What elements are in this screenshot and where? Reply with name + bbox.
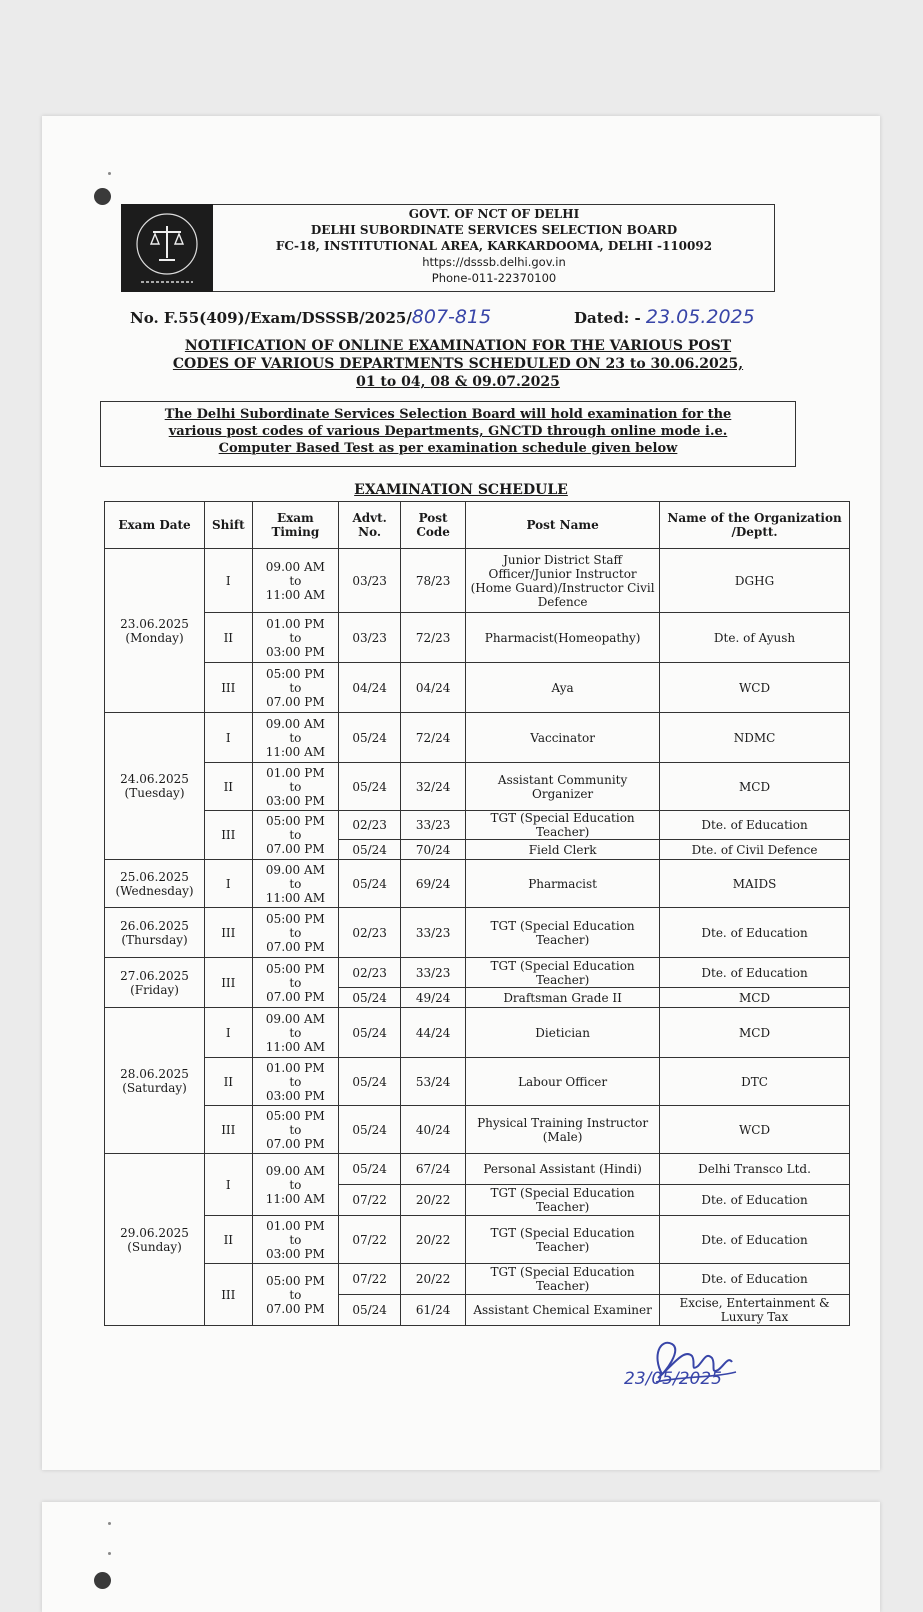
- post-name-cell: TGT (Special Education Teacher): [466, 908, 660, 958]
- exam-date-cell: 28.06.2025 (Saturday): [105, 1008, 205, 1154]
- post-code-cell: 32/24: [401, 763, 466, 811]
- scan-speck: [108, 172, 111, 175]
- advt-cell: 02/23: [339, 958, 401, 988]
- table-row: [105, 860, 850, 908]
- advt-cell: 04/24: [339, 663, 401, 713]
- org-cell: Dte. of Education: [660, 1264, 850, 1295]
- post-name-cell: Draftsman Grade II: [466, 988, 660, 1008]
- board-name: DELHI SUBORDINATE SERVICES SELECTION BOARD: [310, 223, 678, 237]
- shift-cell: II: [205, 1058, 252, 1106]
- table-row: [105, 1154, 850, 1185]
- timing-cell: 05:00 PM to 07.00 PM: [252, 1264, 339, 1326]
- advt-cell: 05/24: [339, 1295, 401, 1326]
- shift-cell: III: [205, 1106, 252, 1154]
- org-cell: Dte. of Education: [660, 908, 850, 958]
- notification-title: NOTIFICATION OF ONLINE EXAMINATION FOR THE VARIOUS POST CODES OF VARIOUS DEPARTMENTS SCHEDULED ON 23 to 30.06.2025, 01 to 04, 08 & 09.07.2025: [172, 338, 744, 390]
- org-cell: NDMC: [660, 713, 850, 763]
- post-code-cell: 53/24: [401, 1058, 466, 1106]
- shift-cell: I: [205, 713, 252, 763]
- scan-speck: [108, 1552, 111, 1555]
- col-exam-date: Exam Date: [105, 502, 205, 549]
- shift-cell: III: [205, 663, 252, 713]
- col-post-name: Post Name: [466, 502, 660, 549]
- table-row: [105, 908, 850, 958]
- post-name-cell: Junior District Staff Officer/Junior Instructor (Home Guard)/Instructor Civil Defence: [466, 549, 660, 613]
- handwritten-date: 23.05.2025: [645, 306, 755, 328]
- post-code-cell: 20/22: [401, 1185, 466, 1216]
- org-cell: Dte. of Civil Defence: [660, 840, 850, 860]
- board-website[interactable]: https://dsssb.delhi.gov.in: [422, 255, 566, 269]
- shift-cell: I: [205, 860, 252, 908]
- advt-cell: 03/23: [339, 613, 401, 663]
- next-page: [42, 1502, 880, 1612]
- col-organization: Name of the Organization /Deptt.: [660, 502, 850, 549]
- table-row: [105, 549, 850, 613]
- post-name-cell: Assistant Community Organizer: [466, 763, 660, 811]
- timing-cell: 01.00 PM to 03:00 PM: [252, 1058, 339, 1106]
- timing-cell: 01.00 PM to 03:00 PM: [252, 613, 339, 663]
- post-name-cell: Physical Training Instructor (Male): [466, 1106, 660, 1154]
- org-cell: Dte. of Education: [660, 811, 850, 840]
- org-cell: DTC: [660, 1058, 850, 1106]
- post-code-cell: 49/24: [401, 988, 466, 1008]
- timing-cell: 05:00 PM to 07.00 PM: [252, 958, 339, 1008]
- advt-cell: 05/24: [339, 1008, 401, 1058]
- scan-speck: [108, 1522, 111, 1525]
- exam-date-cell: 26.06.2025 (Thursday): [105, 908, 205, 958]
- handwritten-reference: 807-815: [411, 306, 492, 328]
- org-cell: DGHG: [660, 549, 850, 613]
- post-code-cell: 61/24: [401, 1295, 466, 1326]
- post-code-cell: 20/22: [401, 1216, 466, 1264]
- punch-hole: [94, 188, 111, 205]
- post-name-cell: Labour Officer: [466, 1058, 660, 1106]
- timing-cell: 05:00 PM to 07.00 PM: [252, 1106, 339, 1154]
- board-phone: Phone-011-22370100: [431, 271, 557, 285]
- post-name-cell: TGT (Special Education Teacher): [466, 1216, 660, 1264]
- timing-cell: 01.00 PM to 03:00 PM: [252, 1216, 339, 1264]
- org-cell: MCD: [660, 988, 850, 1008]
- shift-cell: II: [205, 613, 252, 663]
- signature-date: 23/05/2025: [624, 1369, 722, 1389]
- post-code-cell: 69/24: [401, 860, 466, 908]
- col-post-code: Post Code: [401, 502, 466, 549]
- org-cell: WCD: [660, 663, 850, 713]
- org-cell: MCD: [660, 1008, 850, 1058]
- post-code-cell: 33/23: [401, 811, 466, 840]
- post-name-cell: TGT (Special Education Teacher): [466, 1185, 660, 1216]
- advt-cell: 05/24: [339, 763, 401, 811]
- reference-date: Dated: - 23.05.2025: [574, 306, 755, 328]
- col-advt-no: Advt. No.: [339, 502, 401, 549]
- advt-cell: 05/24: [339, 1106, 401, 1154]
- exam-date-cell: 23.06.2025 (Monday): [105, 549, 205, 713]
- post-name-cell: Aya: [466, 663, 660, 713]
- col-shift: Shift: [205, 502, 252, 549]
- org-cell: Dte. of Education: [660, 1216, 850, 1264]
- advt-cell: 05/24: [339, 1154, 401, 1185]
- shift-cell: III: [205, 811, 252, 860]
- shift-cell: II: [205, 1216, 252, 1264]
- board-address: FC-18, INSTITUTIONAL AREA, KARKARDOOMA, DELHI -110092: [275, 239, 713, 253]
- document-page: [42, 116, 880, 1470]
- org-cell: Dte. of Education: [660, 1185, 850, 1216]
- org-cell: MAIDS: [660, 860, 850, 908]
- post-name-cell: TGT (Special Education Teacher): [466, 1264, 660, 1295]
- advt-cell: 02/23: [339, 908, 401, 958]
- post-name-cell: Personal Assistant (Hindi): [466, 1154, 660, 1185]
- advt-cell: 05/24: [339, 840, 401, 860]
- post-name-cell: Vaccinator: [466, 713, 660, 763]
- timing-cell: 05:00 PM to 07.00 PM: [252, 908, 339, 958]
- table-row: [105, 1264, 850, 1295]
- exam-date-cell: 27.06.2025 (Friday): [105, 958, 205, 1008]
- exam-date-cell: 25.06.2025 (Wednesday): [105, 860, 205, 908]
- table-row: [105, 663, 850, 713]
- post-code-cell: 72/24: [401, 713, 466, 763]
- post-code-cell: 33/23: [401, 958, 466, 988]
- org-cell: Delhi Transco Ltd.: [660, 1154, 850, 1185]
- shift-cell: I: [205, 1008, 252, 1058]
- advt-cell: 03/23: [339, 549, 401, 613]
- advt-cell: 07/22: [339, 1264, 401, 1295]
- post-code-cell: 70/24: [401, 840, 466, 860]
- advt-cell: 05/24: [339, 860, 401, 908]
- advt-cell: 05/24: [339, 1058, 401, 1106]
- letterhead-text: [218, 206, 770, 286]
- post-name-cell: Dietician: [466, 1008, 660, 1058]
- shift-cell: III: [205, 908, 252, 958]
- table-row: [105, 958, 850, 988]
- org-cell: Excise, Entertainment & Luxury Tax: [660, 1295, 850, 1326]
- shift-cell: III: [205, 958, 252, 1008]
- govt-line: GOVT. OF NCT OF DELHI: [408, 207, 580, 221]
- timing-cell: 09.00 AM to 11:00 AM: [252, 713, 339, 763]
- table-row: [105, 1216, 850, 1264]
- post-code-cell: 20/22: [401, 1264, 466, 1295]
- post-name-cell: TGT (Special Education Teacher): [466, 958, 660, 988]
- advt-cell: 05/24: [339, 713, 401, 763]
- shift-cell: III: [205, 1264, 252, 1326]
- table-row: [105, 613, 850, 663]
- post-code-cell: 72/23: [401, 613, 466, 663]
- post-name-cell: Pharmacist: [466, 860, 660, 908]
- table-row: [105, 713, 850, 763]
- shift-cell: I: [205, 549, 252, 613]
- exam-date-cell: 29.06.2025 (Sunday): [105, 1154, 205, 1326]
- advt-cell: 02/23: [339, 811, 401, 840]
- timing-cell: 09.00 AM to 11:00 AM: [252, 860, 339, 908]
- org-cell: WCD: [660, 1106, 850, 1154]
- table-row: [105, 1058, 850, 1106]
- advt-cell: 07/22: [339, 1185, 401, 1216]
- table-row: [105, 763, 850, 811]
- shift-cell: II: [205, 763, 252, 811]
- exam-date-cell: 24.06.2025 (Tuesday): [105, 713, 205, 860]
- timing-cell: 01.00 PM to 03:00 PM: [252, 763, 339, 811]
- punch-hole: [94, 1572, 111, 1589]
- table-header-row: [105, 502, 850, 549]
- org-cell: Dte. of Ayush: [660, 613, 850, 663]
- post-code-cell: 44/24: [401, 1008, 466, 1058]
- org-cell: Dte. of Education: [660, 958, 850, 988]
- post-name-cell: TGT (Special Education Teacher): [466, 811, 660, 840]
- post-code-cell: 33/23: [401, 908, 466, 958]
- advt-cell: 07/22: [339, 1216, 401, 1264]
- exam-schedule-table: [104, 501, 850, 1326]
- advt-cell: 05/24: [339, 988, 401, 1008]
- timing-cell: 05:00 PM to 07.00 PM: [252, 663, 339, 713]
- post-name-cell: Assistant Chemical Examiner: [466, 1295, 660, 1326]
- post-code-cell: 78/23: [401, 549, 466, 613]
- post-code-cell: 40/24: [401, 1106, 466, 1154]
- org-cell: MCD: [660, 763, 850, 811]
- reference-number: No. F.55(409)/Exam/DSSSB/2025/807-815: [130, 306, 492, 328]
- table-row: [105, 1008, 850, 1058]
- timing-cell: 09.00 AM to 11:00 AM: [252, 1008, 339, 1058]
- table-row: [105, 811, 850, 840]
- col-exam-timing: Exam Timing: [252, 502, 339, 549]
- table-row: [105, 1106, 850, 1154]
- post-name-cell: Pharmacist(Homeopathy): [466, 613, 660, 663]
- post-code-cell: 67/24: [401, 1154, 466, 1185]
- schedule-title: EXAMINATION SCHEDULE: [354, 482, 568, 498]
- timing-cell: 09.00 AM to 11:00 AM: [252, 1154, 339, 1216]
- timing-cell: 05:00 PM to 07.00 PM: [252, 811, 339, 860]
- post-code-cell: 04/24: [401, 663, 466, 713]
- shift-cell: I: [205, 1154, 252, 1216]
- timing-cell: 09.00 AM to 11:00 AM: [252, 549, 339, 613]
- post-name-cell: Field Clerk: [466, 840, 660, 860]
- dsssb-logo: [121, 204, 213, 292]
- notice-box: The Delhi Subordinate Services Selection Board will hold examination for the various post codes of various Departments, GNCTD through online mode i.e. Computer Based Test as per examination schedule given below: [100, 401, 796, 467]
